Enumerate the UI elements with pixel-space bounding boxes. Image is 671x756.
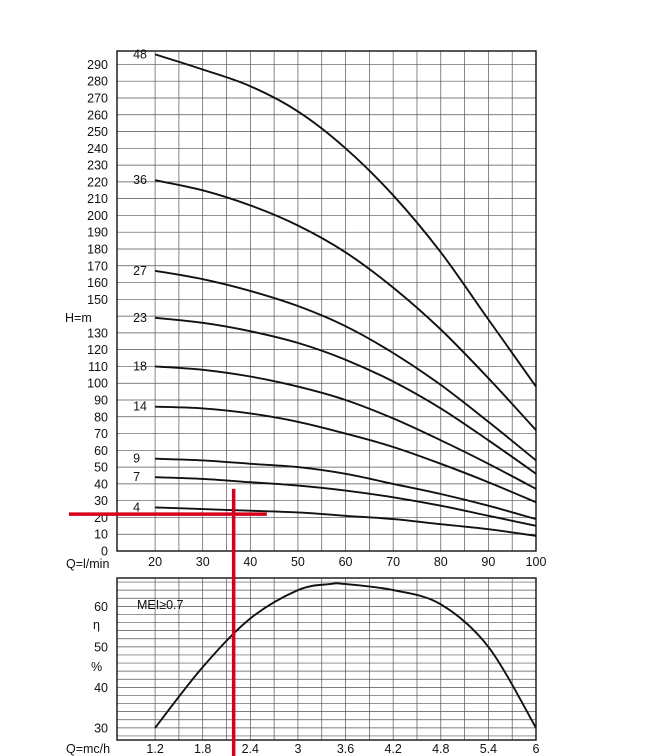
y-tick-label: 10 — [94, 527, 108, 542]
y-tick-label: 30 — [94, 721, 108, 736]
y-tick-label: 130 — [87, 326, 108, 341]
x-tick-label: 20 — [148, 555, 163, 569]
y-tick-label: 200 — [87, 208, 108, 223]
y-tick-label: 280 — [87, 74, 108, 89]
x-tick-label: 2.4 — [241, 742, 260, 756]
x-tick-label: 4.2 — [384, 742, 402, 756]
mei-annotation: MEI≥0.7 — [137, 598, 184, 612]
stage-label-48: 48 — [133, 47, 147, 62]
x-tick-label: 50 — [290, 555, 305, 569]
y-tick-label: 260 — [87, 108, 108, 123]
x-tick-label: 40 — [243, 555, 258, 569]
y-tick-label: 90 — [94, 393, 108, 408]
y-tick-label: 60 — [94, 599, 108, 614]
x-tick-label: 1.2 — [146, 742, 164, 756]
efficiency-chart — [66, 578, 540, 756]
x-tick-label: 1.8 — [194, 742, 212, 756]
x-tick-label: 80 — [433, 555, 448, 569]
y-tick-label: 50 — [94, 640, 108, 655]
y-tick-label: 210 — [87, 192, 108, 207]
stage-label-27: 27 — [133, 263, 147, 278]
x-tick-label: 100 — [525, 555, 547, 569]
stage-labels — [133, 47, 147, 514]
y-tick-label: 250 — [87, 125, 108, 140]
y-tick-label: 190 — [87, 225, 108, 240]
y-tick-label: 70 — [94, 427, 108, 442]
stage-label-9: 9 — [133, 451, 141, 466]
x-axis-label: Q=l/min — [66, 557, 110, 571]
x-tick-label: 70 — [386, 555, 401, 569]
y-tick-label: 100 — [87, 376, 108, 391]
y-tick-label: 270 — [87, 91, 108, 106]
stage-label-7: 7 — [133, 470, 141, 485]
y-tick-label: 230 — [87, 158, 108, 173]
stage-label-23: 23 — [133, 310, 147, 325]
stage-label-14: 14 — [133, 399, 147, 414]
x-tick-label: 3 — [294, 742, 302, 756]
head-y-tick-labels — [87, 58, 108, 559]
y-axis-label: H=m — [65, 311, 92, 325]
x-tick-label: 60 — [338, 555, 353, 569]
y-tick-label: 80 — [94, 410, 108, 425]
y-tick-label: 40 — [94, 477, 108, 492]
y-tick-label: 290 — [87, 57, 108, 72]
stage-label-18: 18 — [133, 359, 147, 374]
flow-x-tick-labels — [148, 555, 546, 569]
stage-label-4: 4 — [133, 500, 141, 515]
percent-unit-label: % — [91, 660, 103, 674]
y-tick-label: 240 — [87, 141, 108, 156]
y-tick-label: 160 — [87, 276, 108, 291]
y-tick-label: 30 — [94, 494, 108, 509]
x-tick-label: 30 — [195, 555, 210, 569]
y-tick-label: 50 — [94, 460, 108, 475]
y-tick-label: 150 — [87, 292, 108, 307]
y-tick-label: 0 — [101, 544, 108, 559]
y-tick-label: 20 — [94, 510, 108, 525]
y-tick-label: 110 — [88, 359, 108, 374]
x-tick-label: 6 — [532, 742, 540, 756]
y-tick-label: 40 — [94, 680, 108, 695]
stage-label-36: 36 — [133, 173, 147, 188]
y-tick-label: 60 — [94, 443, 108, 458]
y-tick-label: 170 — [87, 259, 108, 274]
head-chart — [65, 47, 546, 571]
flow-m3h-x-tick-labels — [146, 742, 539, 756]
x-axis-label-m3h: Q=mc/h — [66, 742, 111, 756]
x-tick-label: 3.6 — [336, 742, 355, 756]
y-tick-label: 220 — [87, 175, 108, 190]
x-tick-label: 90 — [481, 555, 496, 569]
x-tick-label: 5.4 — [479, 742, 498, 756]
y-tick-label: 180 — [87, 242, 108, 257]
efficiency-symbol-label: η — [93, 618, 100, 632]
x-tick-label: 4.8 — [432, 742, 450, 756]
y-tick-label: 120 — [87, 343, 108, 358]
